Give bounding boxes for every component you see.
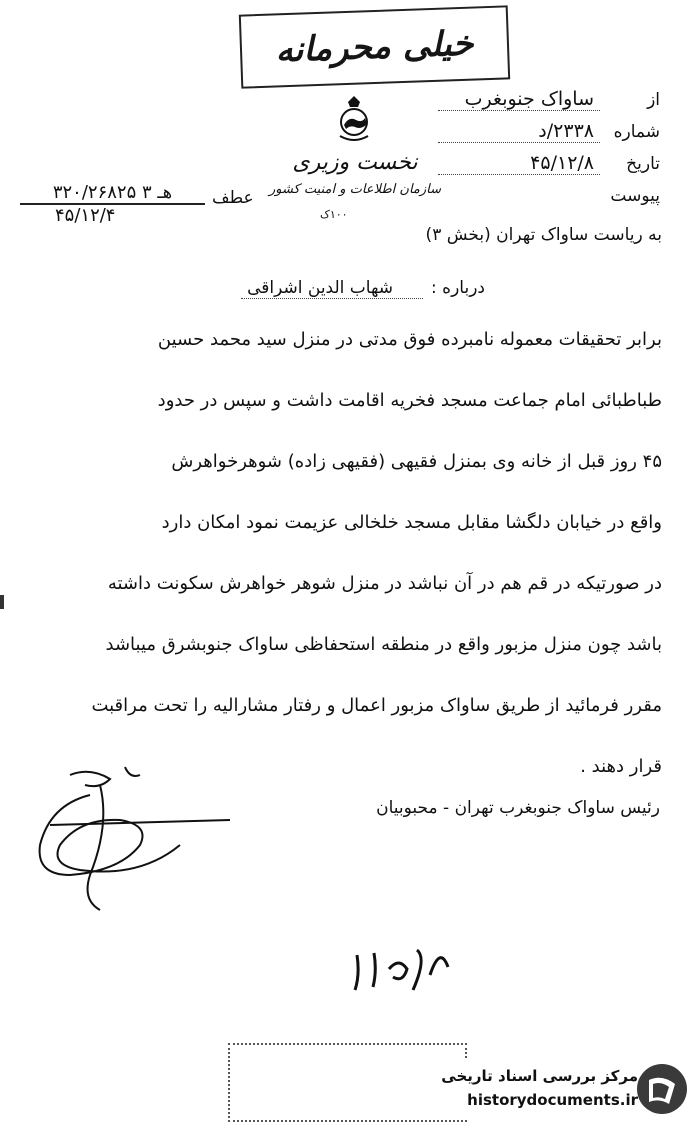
reference-date: ۴۵/۱۲/۴ [55,205,116,226]
body-line: طباطبائی امام جماعت مسجد فخریه اقامت داشت و سپس در حدود [157,390,662,411]
date-row [438,152,660,175]
body-line: برابر تحقیقات معموله نامبرده فوق مدتی در منزل سید محمد حسین [157,329,662,350]
watermark-logo-name: مرکز بررسی اسناد تاریخی [441,1067,638,1085]
number-label: شماره [613,122,660,142]
history-documents-logo-icon [635,1062,689,1116]
number-value: ۲۳۳۸/د [438,120,600,143]
page-margin-mark [0,595,4,609]
body-line: باشد چون منزل مزبور واقع در منطقه استحفاظی ساواک جنوبشرق میباشد [105,634,662,655]
date-label: تاریخ [626,154,660,174]
watermark-logo-url: historydocuments.ir [467,1091,638,1109]
attachment-row [610,186,660,206]
date-value: ۴۵/۱۲/۸ [438,152,600,175]
from-label: از [647,90,660,110]
from-value: ساواک جنوبغرب [438,88,600,111]
body-line: قرار دهند . [580,756,662,777]
body-line: ۴۵ روز قبل از خانه وی بمنزل فقیهی (فقیهی زاده) شوهرخواهرش [171,451,662,472]
lion-and-sun-emblem-icon [326,92,382,148]
letterhead-title: نخست وزیری [292,150,418,175]
body-line: واقع در خیابان دلگشا مقابل مسجد خلخالی عزیمت نمود امکان دارد [161,512,662,533]
reference-number: ۳۲۰/۲۶۸۲۵ هـ ۳ [20,182,205,205]
addressee: به ریاست ساواک تهران (بخش ۳) [425,225,662,245]
classification-stamp [239,5,510,88]
from-row [438,88,660,111]
subject-row [241,278,485,299]
archive-number [345,935,455,995]
subject-value: شهاب الدین اشراقی [241,278,423,299]
signoff: رئیس ساواک جنوبغرب تهران - محبوبیان [376,798,660,818]
attachment-label: پیوست [610,186,660,206]
letter-body [37,320,662,808]
letterhead-code: ۱۰۰ک [320,208,348,221]
reference-label: عطف [212,188,254,208]
subject-label: درباره : [431,278,485,298]
body-line: مقرر فرمائید از طریق ساواک مزبور اعمال و رفتار مشارالیه را تحت مراقبت [91,695,662,716]
letterhead-subtitle: سازمان اطلاعات و امنیت کشور [268,182,442,197]
number-row [438,120,660,143]
handwritten-signature-icon [30,765,240,915]
body-line: در صورتیکه در قم هم در آن نباشد در منزل شوهر خواهرش سکونت داشته [107,573,662,594]
classification-stamp-text: خیلی محرمانه [274,23,475,71]
archive-number-handwriting-icon [345,935,455,995]
